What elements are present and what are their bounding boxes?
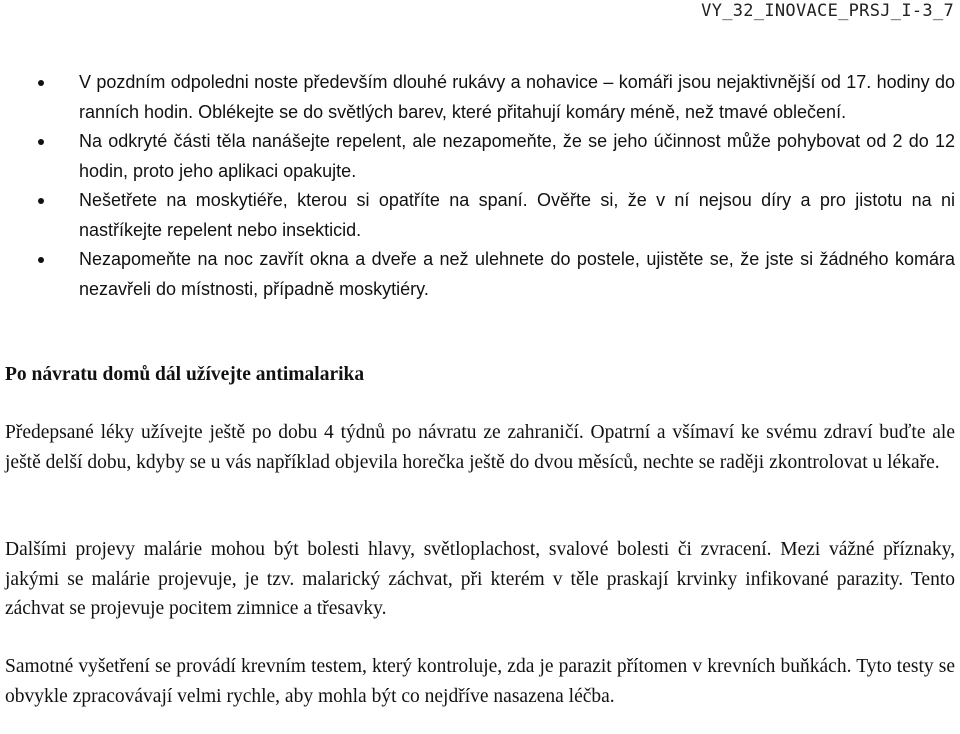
bullet-dot-icon [38,139,44,145]
list-item-text: V pozdním odpoledni noste především dlouhé rukávy a nohavice – komáři jsou nejaktivnější od 17. hodiny do ranních hodin. Oblékejte se do světlých barev, které přitahují komáry méně, než tmavé oblečení. [79,72,955,122]
list-item [0,127,955,186]
bullet-dot-icon [38,80,44,86]
list-item-text: Nezapomeňte na noc zavřít okna a dveře a než ulehnete do postele, ujistěte se, že jste si žádného komára nezavřeli do místnosti, případně moskytiéry. [79,249,955,299]
paragraph-symptoms: Dalšími projevy malárie mohou být bolesti hlavy, světloplachost, svalové bolesti či zvracení. Mezi vážné příznaky, jakými se malárie projevuje, je tzv. malarický záchvat, při kterém v těle praskají krvinky infikované parazity. Tento záchvat se projevuje pocitem zimnice a třesavky. [5,539,955,619]
paragraph-medication: Předepsané léky užívejte ještě po dobu 4 týdnů po návratu ze zahraničí. Opatrní a všímaví ke svému zdraví buďte ale ještě delší dobu, kdyby se u vás například objevila horečka ještě do dvou měsíců, nechte se raději zkontrolovat u lékaře. [5,422,955,473]
bullet-dot-icon [38,198,44,204]
section-heading: Po návratu domů dál užívejte antimalarika [5,364,365,385]
document-code: VY_32_INOVACE_PRSJ_I-3_7 [701,1,954,21]
list-item-text: Nešetřete na moskytiéře, kterou si opatříte na spaní. Ověřte si, že v ní nejsou díry a pro jistotu na ni nastříkejte repelent nebo insekticid. [79,190,955,240]
list-item-text: Na odkryté části těla nanášejte repelent, ale nezapomeňte, že se jeho účinnost může pohybovat od 2 do 12 hodin, proto jeho aplikaci opakujte. [79,131,955,181]
bullet-dot-icon [38,257,44,263]
list-item [0,186,955,245]
bullet-list [0,68,955,304]
list-item [0,245,955,304]
paragraph-diagnosis: Samotné vyšetření se provádí krevním testem, který kontroluje, zda je parazit přítomen v krevních buňkách. Tyto testy se obvykle zpracovávají velmi rychle, aby mohla být co nejdříve nasazena léčba. [5,656,955,707]
list-item [0,68,955,127]
